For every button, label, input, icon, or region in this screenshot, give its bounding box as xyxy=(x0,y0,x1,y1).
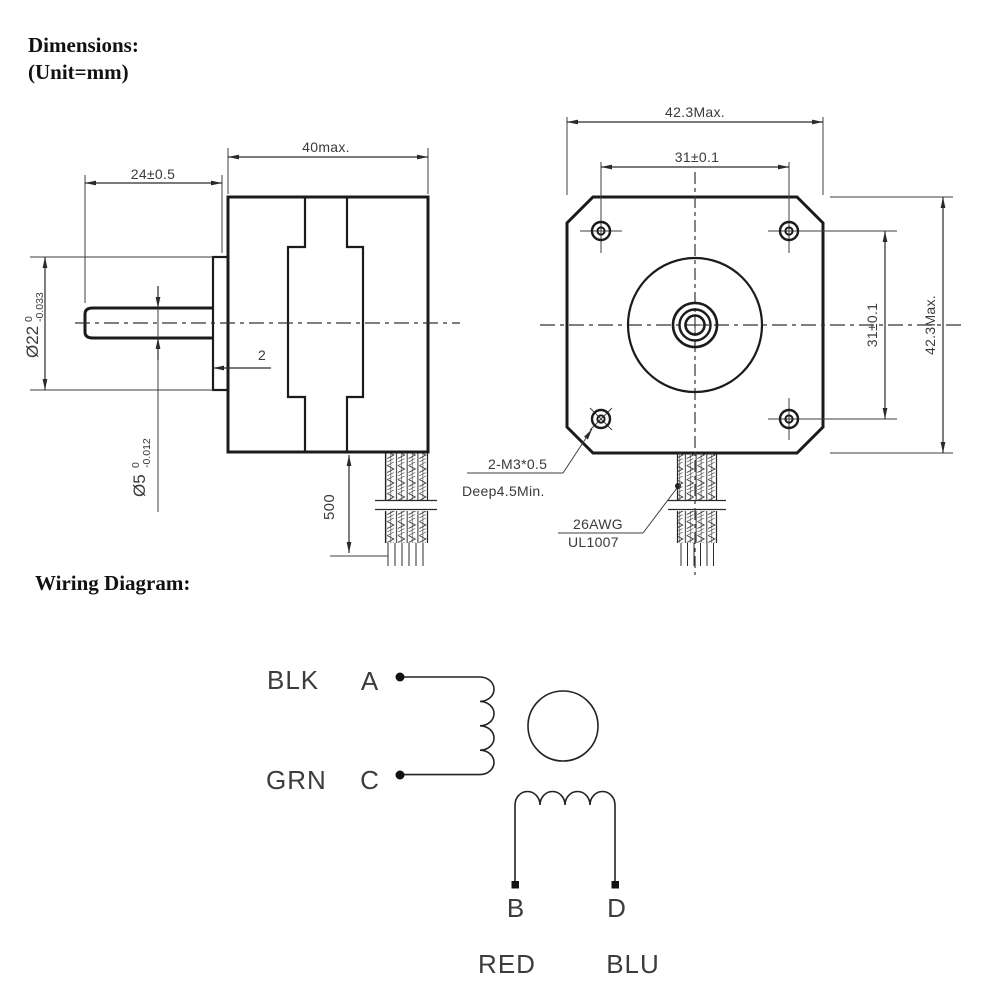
stator-profile-right xyxy=(347,197,363,452)
mounting-hole-bottom-left xyxy=(590,408,612,430)
svg-text:2-M3*0.5: 2-M3*0.5 xyxy=(488,456,548,472)
svg-text:500: 500 xyxy=(321,494,338,520)
svg-text:UL1007: UL1007 xyxy=(568,534,619,550)
stator-profile-left xyxy=(288,197,305,452)
svg-text:Deep4.5Min.: Deep4.5Min. xyxy=(462,483,545,499)
svg-text:-0.012: -0.012 xyxy=(141,438,153,468)
dim-body-length xyxy=(228,139,428,194)
dim-lead-length xyxy=(321,455,388,556)
front-view xyxy=(462,104,962,575)
lead-wire-bundle-side xyxy=(375,453,437,566)
terminal-b-label: B xyxy=(506,893,526,923)
svg-text:42.3Max.: 42.3Max. xyxy=(922,295,938,355)
svg-text:Ø22: Ø22 xyxy=(23,325,42,358)
phase-ac-coil xyxy=(404,677,494,775)
terminal-d-dot xyxy=(612,881,620,889)
mounting-hole-note xyxy=(462,429,592,499)
mounting-hole-bottom-right xyxy=(768,398,897,440)
dim-hole-spacing-horizontal xyxy=(601,149,789,167)
svg-text:40max.: 40max. xyxy=(302,139,350,155)
unit-note: (Unit=mm) xyxy=(28,60,129,84)
rotor-circle xyxy=(528,691,598,761)
wire-color-grn: GRN xyxy=(266,765,327,795)
svg-text:0: 0 xyxy=(130,462,142,468)
terminal-d-label: D xyxy=(607,893,627,923)
terminal-c-label: C xyxy=(360,765,380,795)
svg-text:0: 0 xyxy=(23,316,35,322)
wiring-diagram-title: Wiring Diagram: xyxy=(35,571,191,595)
terminal-a-label: A xyxy=(360,666,380,696)
terminal-c-dot xyxy=(396,771,405,780)
phase-bd-coil xyxy=(515,792,615,885)
lead-wire-note xyxy=(558,483,681,550)
svg-text:31±0.1: 31±0.1 xyxy=(864,302,880,348)
svg-text:26AWG: 26AWG xyxy=(573,516,623,532)
dim-shaft-diameter xyxy=(130,286,158,512)
side-view xyxy=(23,139,460,566)
mounting-hole-top-right xyxy=(768,162,897,253)
page-title: Dimensions: xyxy=(28,33,139,57)
mounting-hole-top-left xyxy=(580,162,622,253)
svg-text:24±0.5: 24±0.5 xyxy=(130,166,176,182)
loose-wires-side xyxy=(388,543,423,566)
motor-body-side xyxy=(228,197,428,452)
wire-color-red: RED xyxy=(478,949,536,979)
terminal-b-dot xyxy=(512,881,520,889)
wiring-diagram xyxy=(266,665,660,979)
svg-text:-0.033: -0.033 xyxy=(34,292,46,322)
wire-color-blu: BLU xyxy=(606,949,660,979)
dim-shaft-length xyxy=(85,166,222,303)
svg-text:Ø5: Ø5 xyxy=(130,474,149,497)
svg-text:2: 2 xyxy=(257,347,267,363)
wire-color-blk: BLK xyxy=(267,665,320,695)
loose-wires-front xyxy=(681,543,714,566)
terminal-a-dot xyxy=(396,673,405,682)
svg-text:42.3Max.: 42.3Max. xyxy=(665,104,725,120)
dim-flange-thickness xyxy=(213,347,271,368)
lead-wire-bundle-front xyxy=(668,453,726,566)
svg-text:31±0.1: 31±0.1 xyxy=(674,149,720,165)
